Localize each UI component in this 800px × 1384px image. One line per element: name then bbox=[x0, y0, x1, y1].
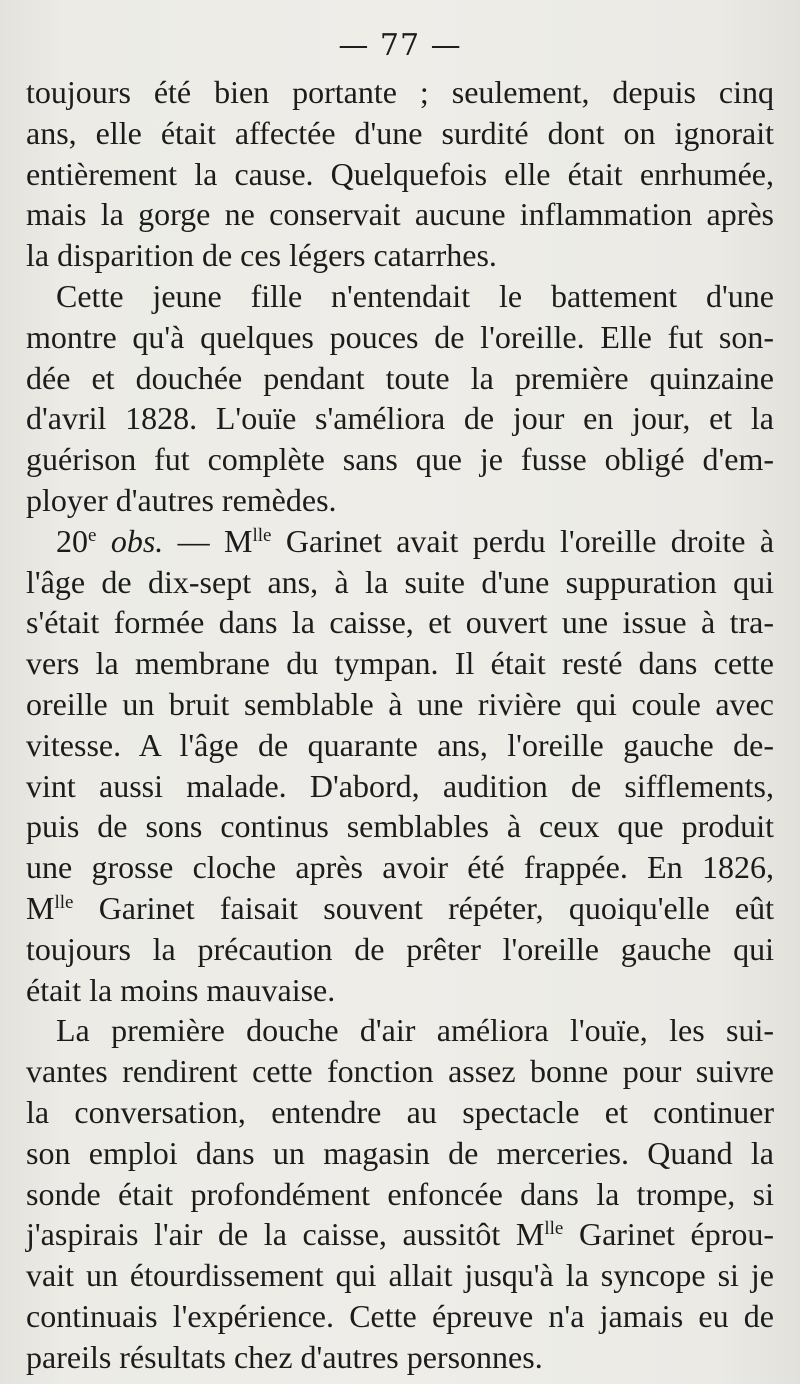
paragraph-4 bbox=[26, 1010, 774, 1377]
text-line-mademoiselle bbox=[26, 888, 774, 929]
paragraph-1 bbox=[26, 72, 774, 276]
text-line: vitesse. A l'âge de quarante ans, l'oreille gauche de- bbox=[26, 726, 774, 763]
observation-ordinal-sup: e bbox=[88, 524, 97, 546]
mademoiselle-sup: lle bbox=[54, 891, 74, 913]
text-line: toujours été bien portante ; seulement, depuis cinq bbox=[26, 74, 774, 110]
text-line: vint aussi malade. D'abord, audition de sifflements, bbox=[26, 767, 774, 804]
text-line: guérison fut complète sans que je fusse obligé d'em- bbox=[26, 441, 774, 478]
observation-number: 20 bbox=[56, 522, 88, 559]
mademoiselle-abbr: M bbox=[26, 889, 55, 926]
text-segment: Garinet avait perdu l'oreille droite à bbox=[285, 522, 775, 559]
text-line: ans, elle était affectée d'une surdité dont on ignorait bbox=[26, 114, 774, 151]
text-line: la disparition de ces légers catarrhes. bbox=[26, 237, 497, 274]
text-line: s'était formée dans la caisse, et ouvert une issue à tra- bbox=[26, 604, 774, 641]
mademoiselle-sup: lle bbox=[252, 524, 272, 546]
text-line: ployer d'autres remèdes. bbox=[26, 481, 337, 518]
paragraph-observation-20 bbox=[26, 521, 774, 1011]
dash-mademoiselle: — M bbox=[163, 522, 253, 559]
text-line: mais la gorge ne conservait aucune inflammation après bbox=[26, 196, 774, 233]
text-line: son emploi dans un magasin de merceries. Quand la bbox=[26, 1134, 774, 1171]
body-text bbox=[26, 72, 774, 1378]
text-line: l'âge de dix-sept ans, à la suite d'une suppuration qui bbox=[26, 563, 774, 600]
text-line: La première douche d'air améliora l'ouïe, les sui- bbox=[56, 1012, 774, 1049]
text-line: puis de sons continus semblables à ceux que produit bbox=[26, 808, 774, 845]
text-line: d'avril 1828. L'ouïe s'améliora de jour en jour, et la bbox=[26, 400, 774, 437]
text-line: vait un étourdissement qui allait jusqu'à la syncope si je bbox=[26, 1257, 774, 1294]
text-line: Cette jeune fille n'entendait le battement d'une bbox=[56, 277, 774, 314]
text-line: sonde était profondément enfoncée dans la trompe, si bbox=[26, 1175, 774, 1212]
text-line: vers la membrane du tympan. Il était resté dans cette bbox=[26, 645, 774, 682]
observation-label: obs. bbox=[110, 522, 164, 559]
text-line: dée et douchée pendant toute la première quinzaine bbox=[26, 359, 774, 396]
text-line: montre qu'à quelques pouces de l'oreille. Elle fut son- bbox=[26, 318, 774, 355]
text-segment: Garinet faisait souvent répéter, quoiqu'elle eût bbox=[98, 889, 775, 926]
page-number: — 77 — bbox=[338, 28, 462, 63]
text-line: était la moins mauvaise. bbox=[26, 971, 336, 1008]
text-line: entièrement la cause. Quelquefois elle était enrhumée, bbox=[26, 155, 774, 192]
paragraph-2 bbox=[26, 276, 774, 521]
text-segment: Garinet éprou- bbox=[578, 1216, 775, 1253]
text-segment: j'aspirais l'air de la caisse, aussitôt M bbox=[26, 1216, 545, 1253]
text-line: continuais l'expérience. Cette épreuve n'a jamais eu de bbox=[26, 1297, 774, 1334]
text-line: une grosse cloche après avoir été frappée. En 1826, bbox=[26, 849, 774, 886]
text-line: toujours la précaution de prêter l'oreille gauche qui bbox=[26, 930, 774, 967]
text-line-mademoiselle bbox=[26, 1214, 774, 1255]
text-line: vantes rendirent cette fonction assez bonne pour suivre bbox=[26, 1053, 774, 1090]
mademoiselle-sup: lle bbox=[544, 1218, 564, 1240]
text-line-observation-heading bbox=[26, 521, 774, 562]
text-line: oreille un bruit semblable à une rivière qui coule avec bbox=[26, 685, 774, 722]
text-line: la conversation, entendre au spectacle et continuer bbox=[26, 1093, 774, 1130]
text-line: pareils résultats chez d'autres personnes. bbox=[26, 1338, 543, 1375]
